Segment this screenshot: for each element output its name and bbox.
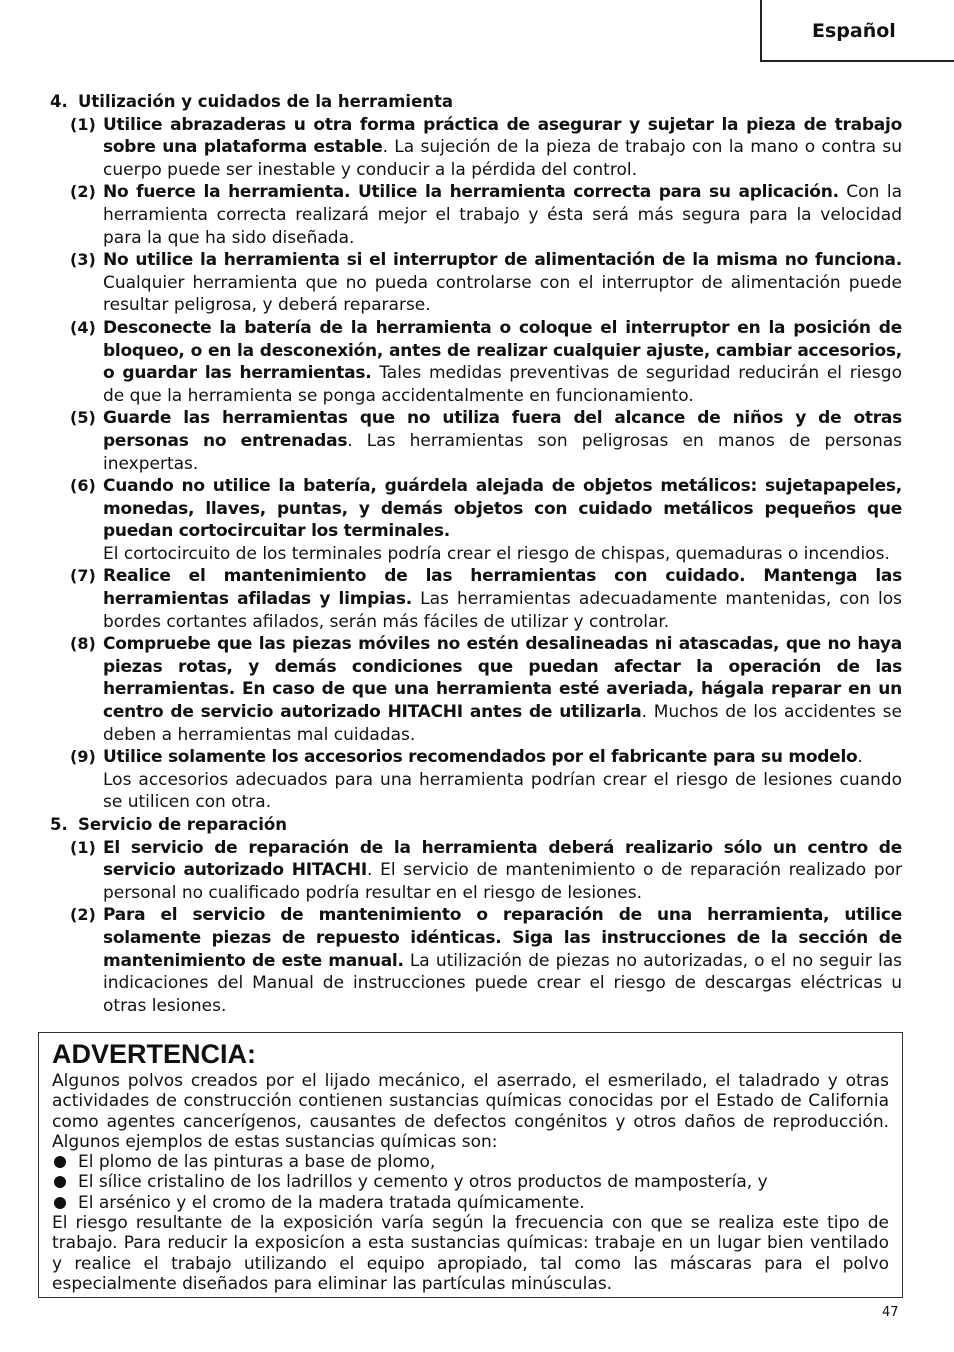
warning-bullet-text: El arsénico y el cromo de la madera tratada químicamente. xyxy=(78,1192,585,1213)
warning-bullet-text: El plomo de las pinturas a base de plomo, xyxy=(78,1152,436,1173)
item-regular-text: . Muchos de los accidentes se deben a herramientas mal cuidadas. xyxy=(103,702,902,745)
warning-bullet-text: El sílice cristalino de los ladrillos y cemento y otros productos de mampostería, y xyxy=(78,1172,768,1193)
item-regular-text: . Las herramientas son peligrosas en manos de personas inexpertas. xyxy=(103,430,902,474)
list-item xyxy=(70,746,902,814)
item-text xyxy=(103,407,902,475)
item-bold-text: Utilice abrazaderas u otra forma práctica de asegurar y sujetar la pieza de trabajo sobre una plataforma estable xyxy=(103,114,902,158)
warning-box xyxy=(38,1032,903,1298)
list-item xyxy=(70,565,902,633)
item-number: (6) xyxy=(70,476,96,496)
warning-bullet xyxy=(52,1152,889,1172)
list-item xyxy=(70,407,902,475)
item-text xyxy=(103,837,902,905)
item-number: (9) xyxy=(70,747,96,767)
item-regular-text: Con la herramienta correcta realizará mejor el trabajo y ésta será más segura para la velocidad para la que ha sido diseñada. xyxy=(103,182,902,248)
item-text xyxy=(103,633,902,746)
list-item xyxy=(70,633,902,746)
item-bold-text: Para el servicio de mantenimiento o reparación de una herramienta, utilice solamente piezas de repuesto idénticas. Siga las instrucciones de la sección de mantenimiento de este manual. xyxy=(103,905,902,971)
item-extra-text: El cortocircuito de los terminales podría crear el riesgo de chispas, quemaduras o incendios. xyxy=(103,543,890,564)
list-item xyxy=(70,904,902,1017)
section-title xyxy=(50,91,902,114)
item-text xyxy=(103,181,902,249)
item-text xyxy=(103,114,902,182)
bullet-dot-icon xyxy=(54,1156,66,1168)
list-item xyxy=(70,114,902,182)
warning-title: ADVERTENCIA: xyxy=(52,1039,257,1069)
section-number: 4. xyxy=(50,92,68,111)
list-item xyxy=(70,181,902,249)
item-number: (1) xyxy=(70,114,96,134)
item-bold-text: Utilice solamente los accesorios recomendados por el fabricante para su modelo xyxy=(103,747,858,768)
item-number: (5) xyxy=(70,408,96,428)
list-item xyxy=(70,249,902,317)
section-title xyxy=(50,814,902,837)
item-bold-text: Compruebe que las piezas móviles no estén desalineadas ni atascadas, que no haya piezas rotas, y demás condiciones que puedan afectar la operación de las herramientas. En caso de que una herramienta esté averiada, hágala reparar en un centro de servicio autorizado HITACHI antes de utilizarla xyxy=(103,634,902,723)
item-regular-text: . xyxy=(857,747,863,768)
section-items xyxy=(50,837,902,1018)
item-regular-text: La utilización de piezas no autorizadas, o el no seguir las indicaciones del Manual de instrucciones puede crear el riesgo de descargas eléctricas u otras lesiones. xyxy=(103,950,902,1016)
warning-bullet xyxy=(52,1172,889,1192)
item-bold-text: El servicio de reparación de la herramienta deberá realizario sólo un centro de servicio autorizado HITACHI xyxy=(103,837,902,881)
list-item xyxy=(70,475,902,565)
warning-intro: Algunos polvos creados por el lijado mecánico, el aserrado, el esmerilado, el taladrado y otras actividades de construcción contienen sustancias químicas conocidas por el Estado de California como agentes cancerígenos, causantes de defectos congénitos y otros daños de reproducción. Algunos ejemplos de estas sustancias químicas son: xyxy=(52,1071,889,1152)
item-regular-text: Cualquier herramienta que no pueda controlarse con el interruptor de alimentación puede resultar peligrosa, y deberá repararse. xyxy=(103,272,902,316)
item-extra-text: Los accesorios adecuados para una herramienta podrían crear el riesgo de lesiones cuando se utilicen con otra. xyxy=(103,769,902,813)
item-bold-text: No utilice la herramienta si el interruptor de alimentación de la misma no funciona. xyxy=(103,250,902,271)
item-number: (2) xyxy=(70,182,96,202)
item-text xyxy=(103,565,902,633)
language-label: Español xyxy=(812,20,896,42)
page-number: 47 xyxy=(882,1305,899,1320)
item-regular-text: . La sujeción de la pieza de trabajo con la mano o contra su cuerpo puede ser inestable y conducir a la pérdida del control. xyxy=(103,137,903,180)
item-regular-text: Tales medidas preventivas de seguridad reducirán el riesgo de que la herramienta se ponga accidentalmente en funcionamiento. xyxy=(103,363,902,406)
item-number: (3) xyxy=(70,250,96,270)
bullet-dot-icon xyxy=(54,1176,66,1188)
item-number: (1) xyxy=(70,837,96,857)
section-title-text: Servicio de reparación xyxy=(78,815,287,834)
item-number: (4) xyxy=(70,317,96,337)
warning-bullet-list xyxy=(52,1152,889,1213)
language-tab xyxy=(760,0,954,62)
item-bold-text: Cuando no utilice la batería, guárdela alejada de objetos metálicos: sujetapapeles, monedas, llaves, puntas, y demás objetos con cuidado metálicos pequeños que puedan cortocircuitar los terminales. xyxy=(103,476,902,542)
item-number: (8) xyxy=(70,634,96,654)
item-text xyxy=(103,249,902,317)
item-bold-text: No fuerce la herramienta. Utilice la herramienta correcta para su aplicación. xyxy=(103,182,839,203)
safety-content xyxy=(50,91,902,1017)
item-regular-text: . El servicio de mantenimiento o de reparación realizado por personal no cualificado podría resultar en el riesgo de lesiones. xyxy=(103,860,903,903)
list-item xyxy=(70,317,902,407)
item-bold-text: Realice el mantenimiento de las herramientas con cuidado. Mantenga las herramientas afiladas y limpias. xyxy=(103,566,902,610)
item-bold-text: Desconecte la batería de la herramienta o coloque el interruptor en la posición de bloqueo, o en la desconexión, antes de realizar cualquier ajuste, cambiar accesorios, o guardar las herramientas. xyxy=(103,317,902,384)
item-text xyxy=(103,746,902,814)
item-bold-text: Guarde las herramientas que no utiliza fuera del alcance de niños y de otras personas no entrenadas xyxy=(103,408,902,451)
item-number: (7) xyxy=(70,566,96,586)
item-number: (2) xyxy=(70,905,96,925)
item-text xyxy=(103,317,902,407)
warning-bullet xyxy=(52,1193,889,1213)
section-number: 5. xyxy=(50,815,68,834)
item-text xyxy=(103,904,902,1017)
list-item xyxy=(70,837,902,905)
section-items xyxy=(50,114,902,814)
item-text xyxy=(103,475,902,565)
bullet-dot-icon xyxy=(54,1197,66,1209)
warning-closing: El riesgo resultante de la exposición varía según la frecuencia con que se realiza este tipo de trabajo. Para reducir la exposicíon a esta sustancias químicas: trabaje en un lugar bien ventilado y realice el trabajo utilizando el equipo apropiado, tal como las máscaras para el polvo especialmente diseñados para eliminar las partículas minúsculas. xyxy=(52,1213,889,1294)
item-regular-text: Las herramientas adecuadamente mantenidas, con los bordes cortantes afilados, serán más fáciles de utilizar y controlar. xyxy=(103,589,902,632)
section-title-text: Utilización y cuidados de la herramienta xyxy=(78,92,454,111)
